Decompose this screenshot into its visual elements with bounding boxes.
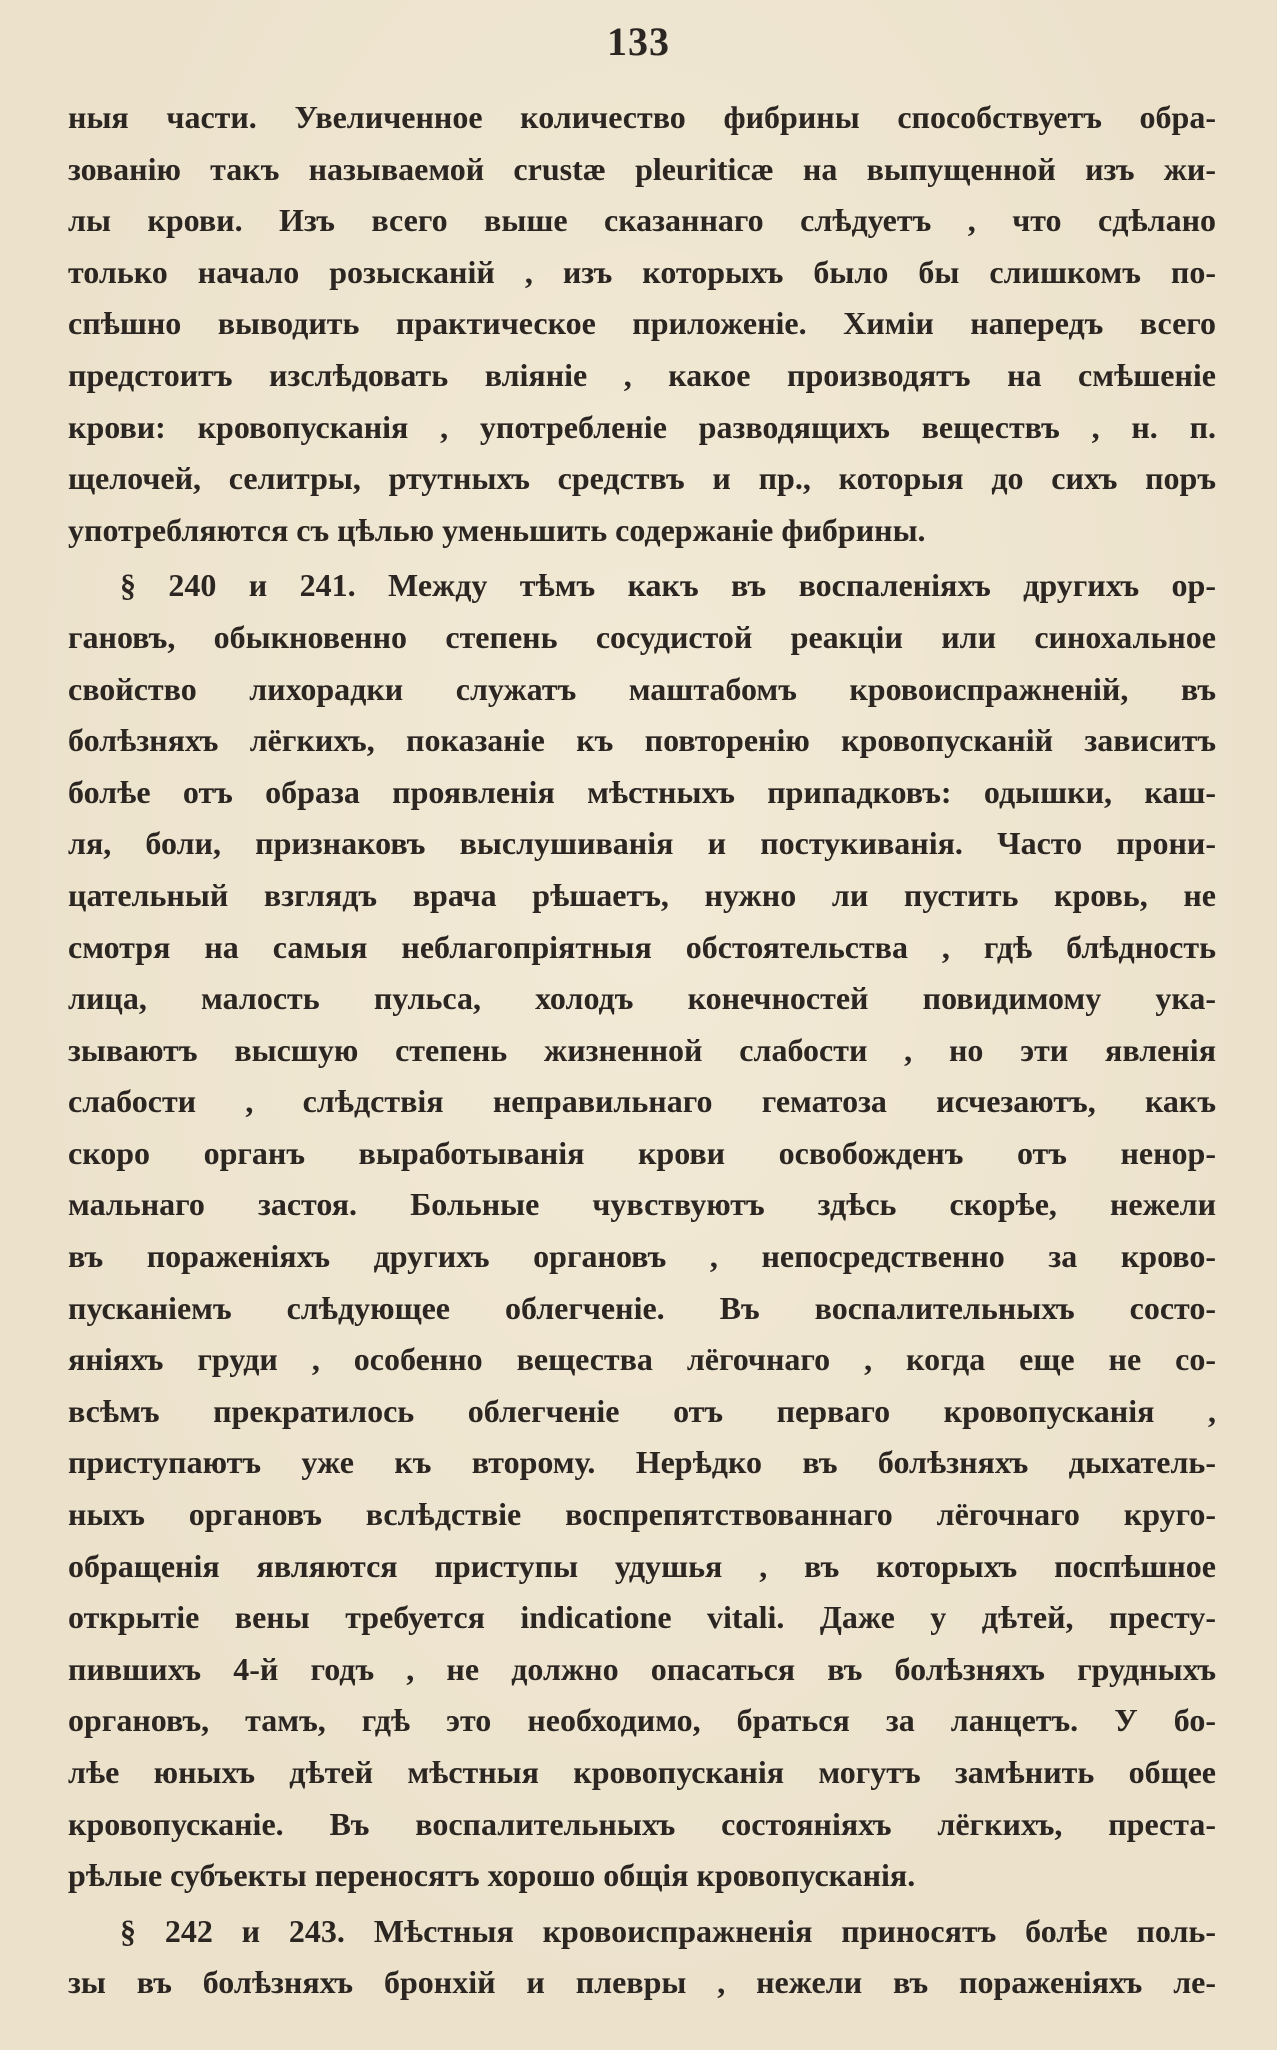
- text-line: кровопусканіе. Въ воспалительныхъ состояніяхъ лёгкихъ, преста-: [68, 1805, 1216, 1842]
- text-line: мальнаго застоя. Больные чувствуютъ здѣсь скорѣе, нежели: [68, 1186, 1216, 1223]
- text-line: свойство лихорадки служатъ маштабомъ кровоиспражненій, въ: [68, 670, 1216, 707]
- paragraph-end-line: рѣлые субъекты переносятъ хорошо общія кровопусканія.: [68, 1857, 916, 1894]
- body-text: [68, 92, 1216, 2009]
- text-line: приступаютъ уже къ второму. Нерѣдко въ болѣзняхъ дыхатель-: [68, 1444, 1216, 1481]
- text-line: скоро органъ выработыванія крови освобожденъ отъ ненор-: [68, 1134, 1216, 1171]
- text-line: всѣмъ прекратилось облегченіе отъ перваго кровопусканія ,: [68, 1392, 1216, 1429]
- text-line: зываютъ высшую степень жизненной слабости , но эти явленія: [68, 1031, 1216, 1068]
- text-line: пусканіемъ слѣдующее облегченіе. Въ воспалительныхъ состо-: [68, 1289, 1216, 1326]
- paragraph-end-line: употребляются съ цѣлью уменьшить содержаніе фибрины.: [68, 511, 926, 548]
- text-line: спѣшно выводить практическое приложеніе. Химіи напередъ всего: [68, 305, 1216, 342]
- text-line: щелочей, селитры, ртутныхъ средствъ и пр., которыя до сихъ поръ: [68, 460, 1216, 497]
- text-line: открытіе вены требуется indicatione vitali. Даже у дѣтей, престу-: [68, 1599, 1216, 1636]
- text-line: яніяхъ груди , особенно вещества лёгочнаго , когда еще не со-: [68, 1341, 1216, 1378]
- text-line: въ пораженіяхъ другихъ органовъ , непосредственно за крово-: [68, 1238, 1216, 1275]
- text-line: слабости , слѣдствія неправильнаго гематоза исчезаютъ, какъ: [68, 1083, 1216, 1120]
- text-line: лы крови. Изъ всего выше сказаннаго слѣдуетъ , что сдѣлано: [68, 202, 1216, 239]
- page-number: 133: [607, 19, 670, 64]
- text-line: предстоитъ изслѣдовать вліяніе , какое производятъ на смѣшеніе: [68, 356, 1216, 393]
- text-line: зованію такъ называемой crustæ pleuriticæ на выпущенной изъ жи-: [68, 150, 1216, 187]
- text-line: обращенія являются приступы удушья , въ которыхъ поспѣшное: [68, 1547, 1216, 1584]
- text-line: болѣзняхъ лёгкихъ, показаніе къ повторенію кровопусканій зависитъ: [68, 722, 1216, 759]
- section-heading-line: § 242 и 243. Мѣстныя кровоиспражненія приносятъ болѣе поль-: [120, 1912, 1216, 1949]
- text-line: пившихъ 4-й годъ , не должно опасаться въ болѣзняхъ грудныхъ: [68, 1650, 1216, 1687]
- text-line: лица, малость пульса, холодъ конечностей повидимому ука-: [68, 980, 1216, 1017]
- text-line: крови: кровопусканія , употребленіе разводящихъ веществъ , н. п.: [68, 408, 1216, 445]
- text-line: ныхъ органовъ вслѣдствіе воспрепятствованнаго лёгочнаго круго-: [68, 1496, 1216, 1533]
- text-line: ля, боли, признаковъ выслушиванія и постукиванія. Часто прони-: [68, 825, 1216, 862]
- text-line: органовъ, тамъ, гдѣ это необходимо, браться за ланцетъ. У бо-: [68, 1702, 1216, 1739]
- text-line: лѣе юныхъ дѣтей мѣстныя кровопусканія могутъ замѣнить общее: [68, 1754, 1216, 1790]
- text-line: зы въ болѣзняхъ бронхій и плевры , нежели въ пораженіяхъ ле-: [68, 1964, 1216, 2001]
- text-line: гановъ, обыкновенно степень сосудистой реакціи или синохальное: [68, 618, 1216, 655]
- text-line: ныя части. Увеличенное количество фибрины способствуетъ обра-: [68, 99, 1216, 135]
- section-heading-line: § 240 и 241. Между тѣмъ какъ въ воспаленіяхъ другихъ ор-: [120, 567, 1216, 604]
- text-line: болѣе отъ образа проявленія мѣстныхъ припадковъ: одышки, каш-: [68, 773, 1216, 810]
- text-line: смотря на самыя неблагопріятныя обстоятельства , гдѣ блѣдность: [68, 928, 1216, 965]
- text-line: только начало розысканій , изъ которыхъ было бы слишкомъ по-: [68, 253, 1216, 290]
- text-line: цательный взглядъ врача рѣшаетъ, нужно ли пустить кровь, не: [68, 876, 1216, 913]
